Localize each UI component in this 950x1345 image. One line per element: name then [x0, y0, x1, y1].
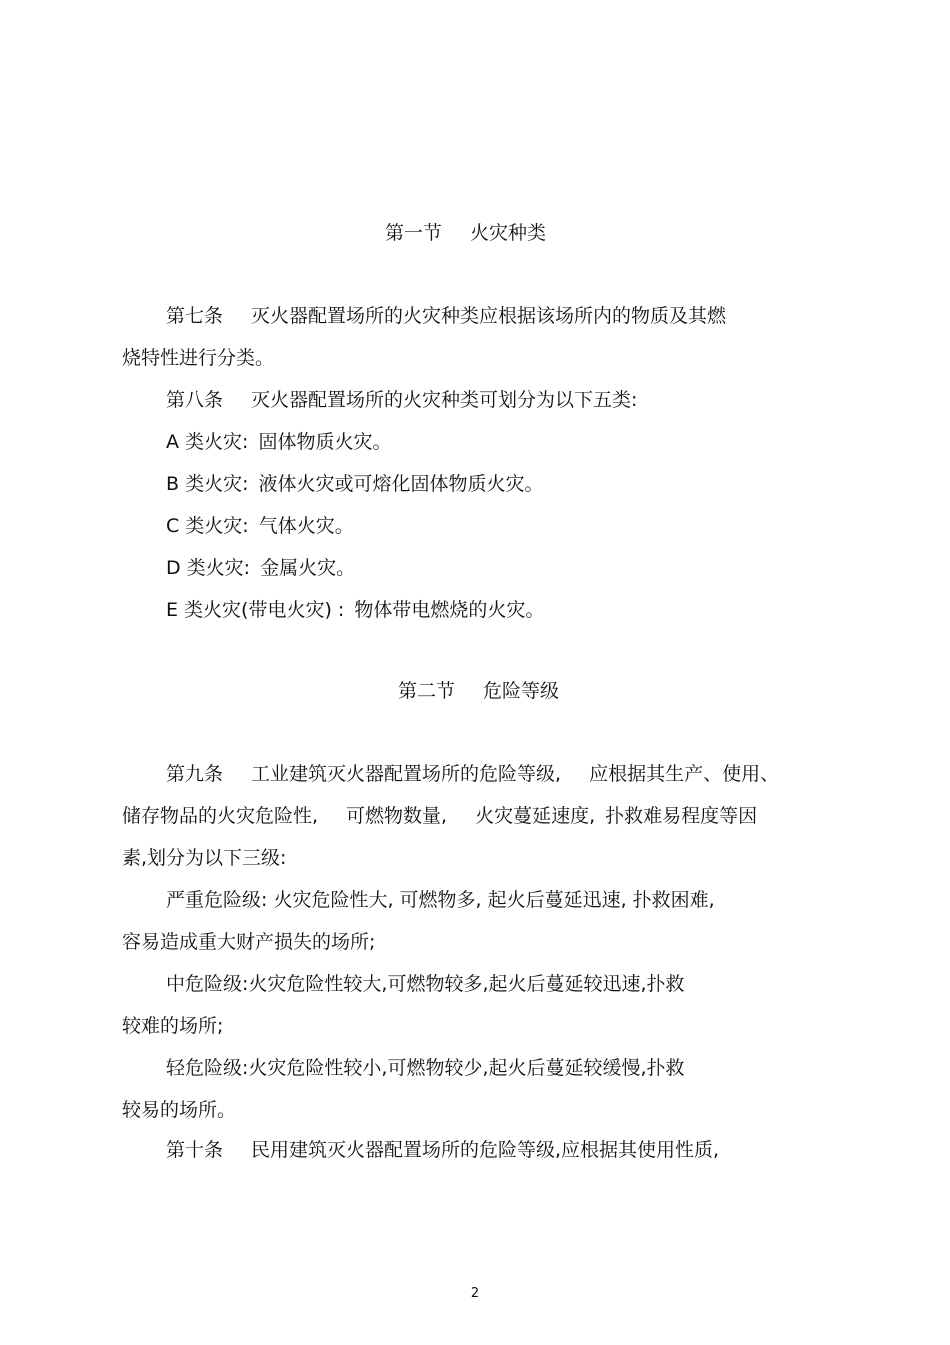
fire-class-e — [166, 597, 544, 623]
article-text: 可燃物数量, — [346, 805, 448, 827]
section-number: 第一节 — [385, 222, 443, 244]
article-number: 第八条 — [166, 389, 224, 411]
fire-class-desc: 液体火灾或可熔化固体物质火灾。 — [258, 473, 544, 495]
article-text: 灭火器配置场所的火灾种类应根据该场所内的物质及其燃 — [251, 305, 727, 327]
article-text: 灭火器配置场所的火灾种类可划分为以下五类: — [251, 389, 638, 411]
fire-class-label: A 类火灾: — [166, 431, 249, 453]
article-text: 工业建筑灭火器配置场所的危险等级, — [251, 763, 562, 785]
level-light-line-1: 轻危险级:火灾危险性较小,可燃物较少,起火后蔓延较缓慢,扑救 — [166, 1057, 685, 1079]
article-10-line-1 — [166, 1137, 719, 1163]
article-9-line-2 — [122, 803, 757, 829]
article-8-line-1 — [166, 387, 637, 413]
section-heading-fire-types — [385, 220, 546, 246]
fire-class-b — [166, 471, 544, 497]
level-severe-line-1: 严重危险级: 火灾危险性大, 可燃物多, 起火后蔓延迅速, 扑救困难, — [166, 889, 715, 911]
article-text: 应根据其生产、使用、 — [589, 763, 780, 785]
section-title: 危险等级 — [483, 680, 560, 702]
article-text: 扑救难易程度等因 — [605, 805, 758, 827]
level-severe-line-2: 容易造成重大财产损失的场所; — [122, 931, 376, 953]
article-text: 储存物品的火灾危险性, — [122, 805, 319, 827]
fire-class-label: D 类火灾: — [166, 557, 251, 579]
fire-class-a — [166, 429, 391, 455]
article-7-line-2: 烧特性进行分类。 — [122, 347, 275, 369]
fire-class-c — [166, 513, 354, 539]
section-number: 第二节 — [398, 680, 456, 702]
level-medium-line-2: 较难的场所; — [122, 1015, 224, 1037]
section-title: 火灾种类 — [470, 222, 547, 244]
fire-class-d — [166, 555, 355, 581]
page-number: 2 — [470, 1286, 480, 1301]
article-9-line-3: 素,划分为以下三级: — [122, 847, 287, 869]
fire-class-desc: 金属火灾。 — [260, 557, 356, 579]
article-number: 第七条 — [166, 305, 224, 327]
level-light-line-2: 较易的场所。 — [122, 1099, 237, 1121]
article-number: 第九条 — [166, 763, 224, 785]
fire-class-label: B 类火灾: — [166, 473, 249, 495]
article-number: 第十条 — [166, 1139, 224, 1161]
article-7-line-1 — [166, 303, 726, 329]
article-9-line-1 — [166, 761, 779, 787]
level-medium-line-1: 中危险级:火灾危险性较大,可燃物较多,起火后蔓延较迅速,扑救 — [166, 973, 685, 995]
fire-class-desc: 固体物质火灾。 — [258, 431, 392, 453]
article-text: 火灾蔓延速度, — [475, 805, 596, 827]
fire-class-desc: 气体火灾。 — [258, 515, 354, 537]
fire-class-label: C 类火灾: — [166, 515, 249, 537]
fire-class-label: E 类火灾(带电火灾) : — [166, 599, 345, 621]
article-text: 民用建筑灭火器配置场所的危险等级,应根据其使用性质, — [251, 1139, 720, 1161]
fire-class-desc: 物体带电燃烧的火灾。 — [354, 599, 545, 621]
section-heading-hazard-levels — [398, 678, 559, 704]
